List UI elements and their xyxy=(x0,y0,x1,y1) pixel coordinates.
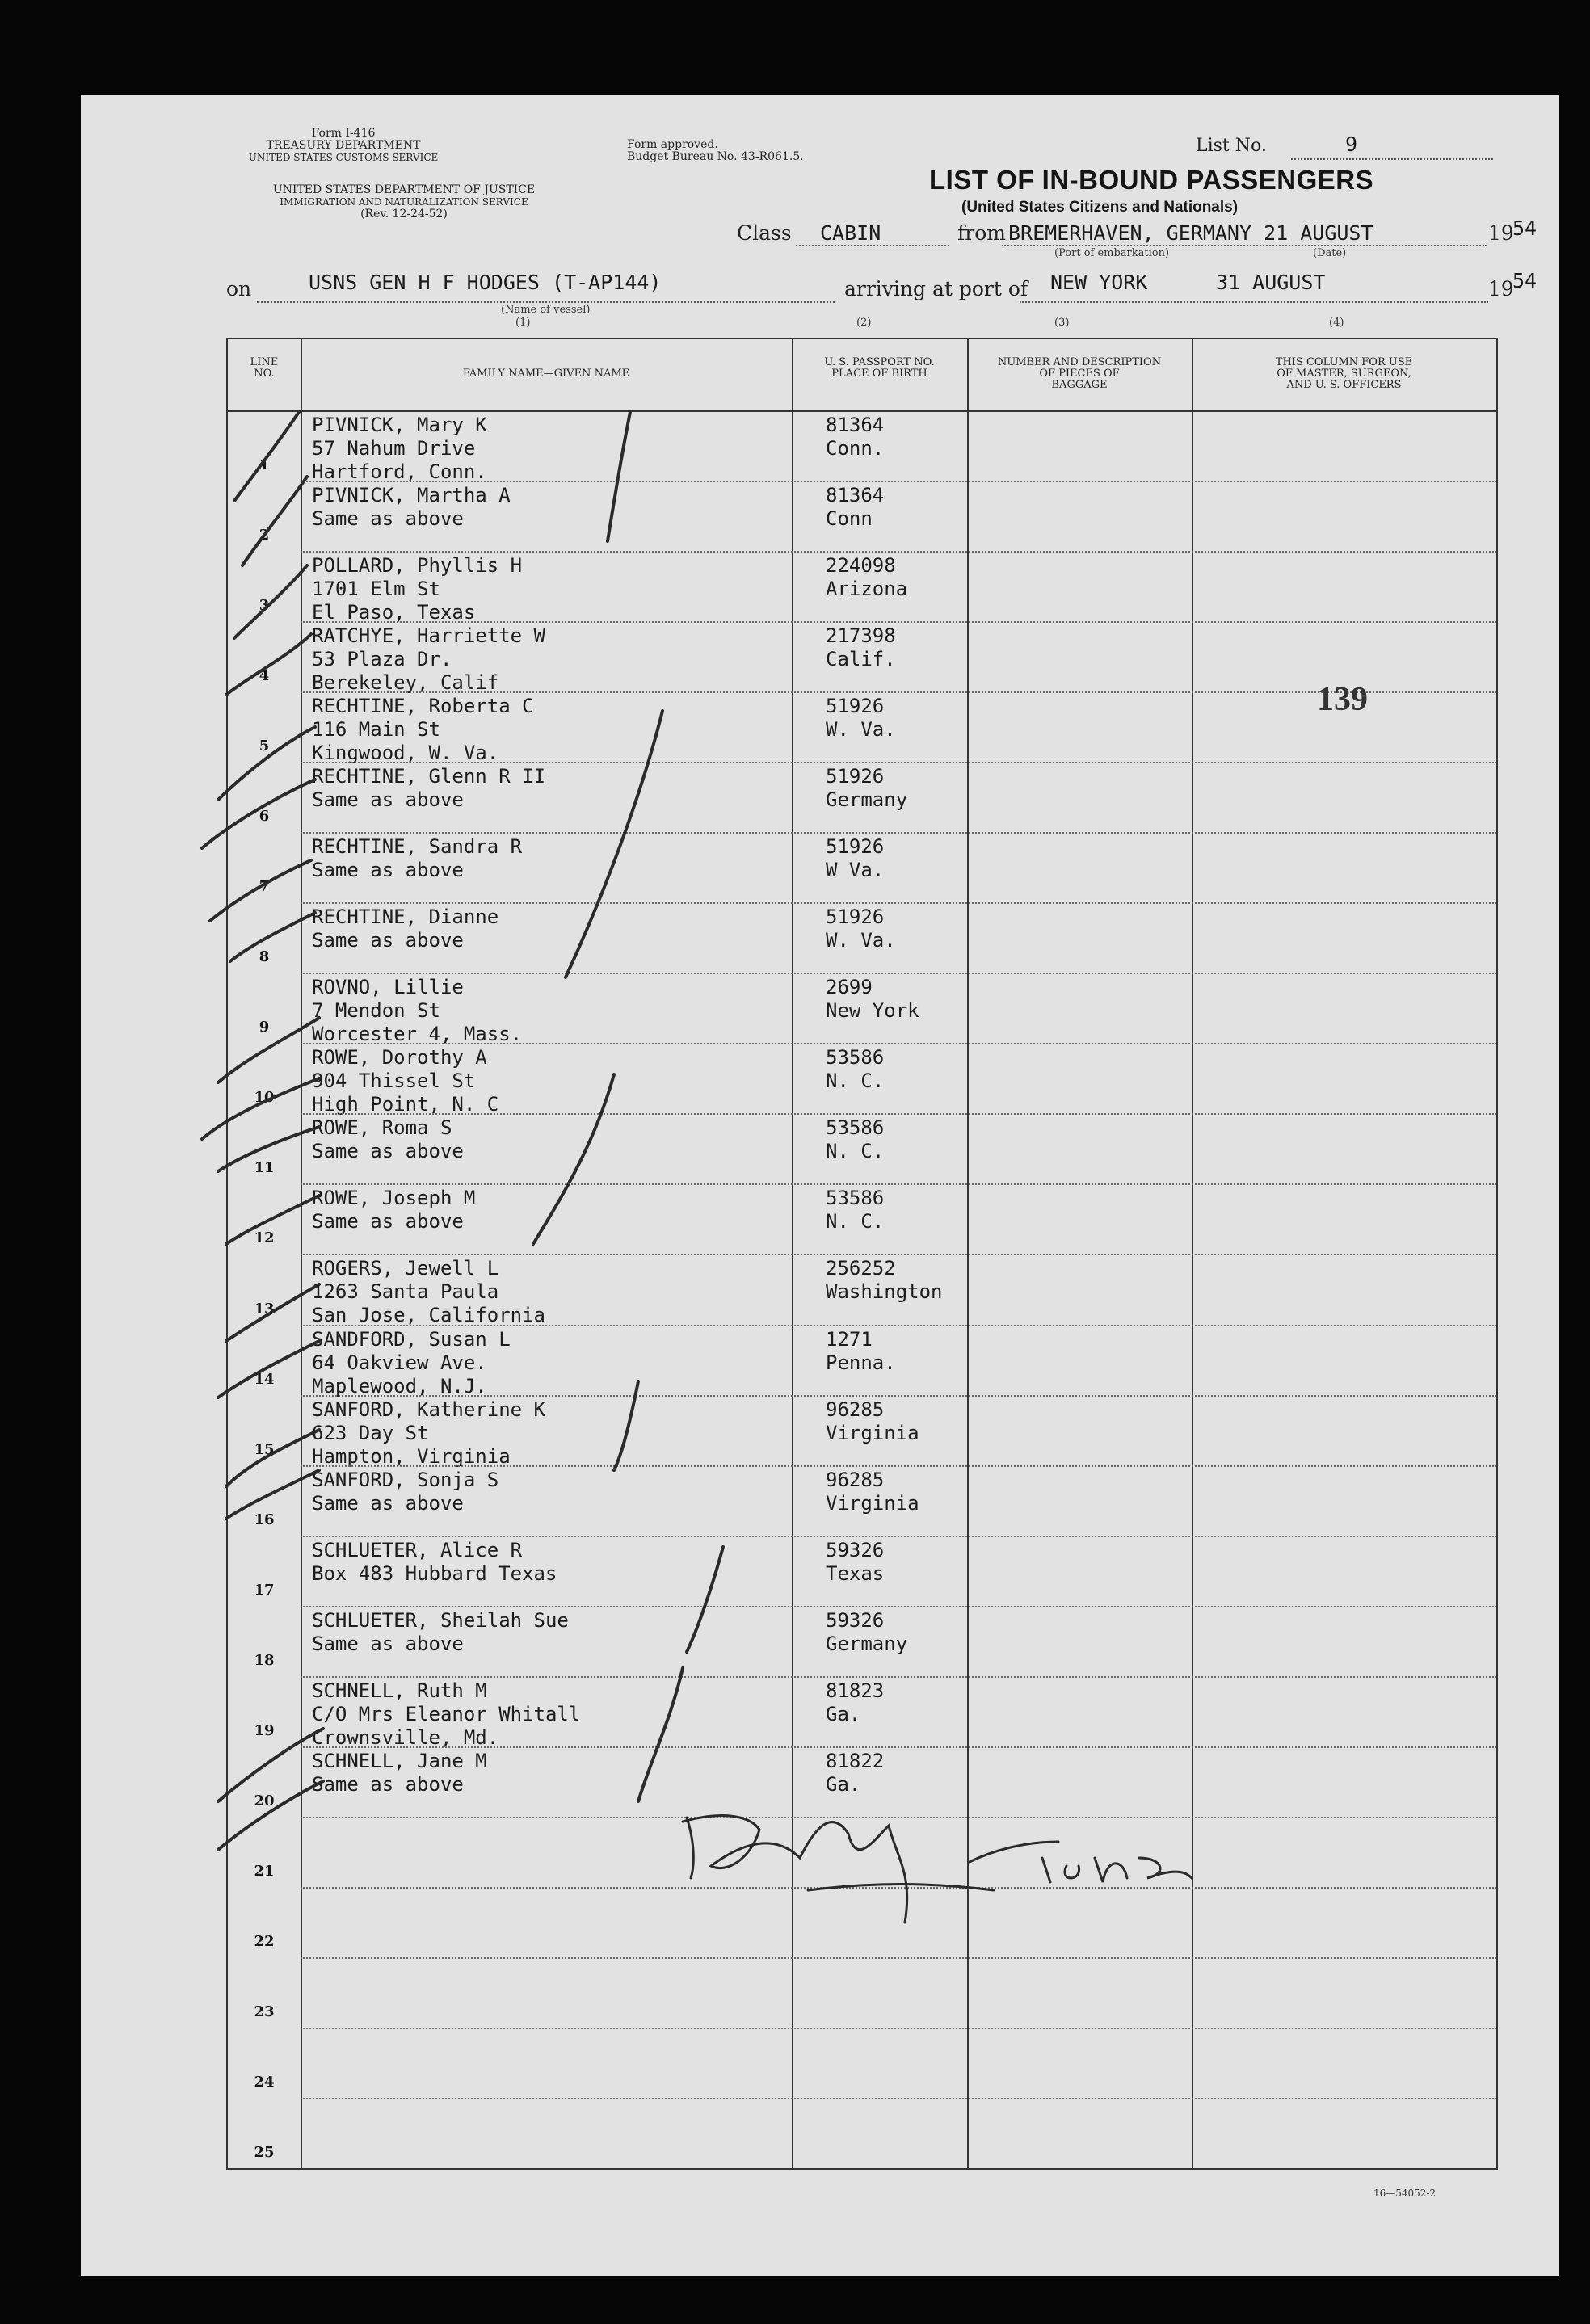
passenger-address: Box 483 Hubbard Texas xyxy=(312,1561,557,1585)
header-name: FAMILY NAME—GIVEN NAME xyxy=(462,368,630,380)
checkmark xyxy=(234,565,307,638)
passenger-address: Hampton, Virginia xyxy=(312,1444,511,1468)
line-number: 2 xyxy=(259,527,270,544)
ins-service: IMMIGRATION AND NATURALIZATION SERVICE xyxy=(280,196,528,208)
from-label: from xyxy=(957,221,1006,245)
arrival-date: 31 AUGUST xyxy=(1216,271,1326,294)
passport-number: 2699 xyxy=(826,976,873,999)
passport-number: 59326 xyxy=(826,1538,885,1561)
line-no-h2: NO. xyxy=(254,368,275,380)
place-of-birth: W. Va. xyxy=(826,929,896,952)
place-of-birth: Texas xyxy=(826,1561,885,1585)
passenger-address: 7 Mendon St xyxy=(312,999,440,1023)
passport-number: 81822 xyxy=(826,1749,885,1772)
passenger-name: POLLARD, Phyllis H xyxy=(312,554,523,578)
place-of-birth: Ga. xyxy=(826,1772,861,1796)
passport-h1: U. S. PASSPORT NO. xyxy=(824,356,935,368)
place-of-birth: W. Va. xyxy=(826,718,896,742)
place-of-birth: N. C. xyxy=(826,1210,885,1233)
footer-code: 16—54052-2 xyxy=(1373,2187,1436,2199)
officers-h1: THIS COLUMN FOR USE xyxy=(1275,356,1413,368)
passenger-address: 53 Plaza Dr. xyxy=(312,648,452,671)
passenger-address: High Point, N. C xyxy=(312,1093,499,1116)
arrival-year: 54 xyxy=(1512,269,1537,292)
line-number: 6 xyxy=(259,808,270,826)
tick-line xyxy=(687,1547,723,1652)
passenger-name: PIVNICK, Martha A xyxy=(312,484,511,507)
baggage-h1: NUMBER AND DESCRIPTION xyxy=(997,356,1162,368)
line-number: 12 xyxy=(254,1229,275,1247)
line-number: 13 xyxy=(254,1300,275,1317)
budget-bureau: Budget Bureau No. 43-R061.5. xyxy=(627,150,804,163)
list-no-label: List No. xyxy=(1196,136,1267,156)
passenger-address: 1263 Santa Paula xyxy=(312,1280,499,1304)
class-label: Class xyxy=(737,221,792,245)
checkmark xyxy=(202,1078,319,1139)
checkmark xyxy=(242,477,307,565)
line-number: 9 xyxy=(259,1019,270,1036)
passenger-name: SANDFORD, Susan L xyxy=(312,1327,511,1351)
passenger-address: Same as above xyxy=(312,507,464,531)
passenger-address: Same as above xyxy=(312,1210,464,1233)
place-of-birth: New York xyxy=(826,999,919,1023)
customs-service: UNITED STATES CUSTOMS SERVICE xyxy=(248,152,439,163)
tick-line xyxy=(638,1668,683,1801)
line-number: 23 xyxy=(254,2003,275,2020)
passport-number: 51926 xyxy=(826,906,885,929)
passport-number: 217398 xyxy=(826,624,896,648)
line-number: 22 xyxy=(254,1932,275,1950)
checkmark xyxy=(234,412,299,501)
place-of-birth: Virginia xyxy=(826,1491,919,1515)
passenger-address: San Jose, California xyxy=(312,1304,545,1327)
page-title: LIST OF IN-BOUND PASSENGERS xyxy=(929,165,1374,195)
tick-line xyxy=(533,1074,614,1244)
passenger-address: 64 Oakview Ave. xyxy=(312,1351,487,1374)
place-of-birth: Conn xyxy=(826,507,873,531)
col-num-1: (1) xyxy=(515,317,531,329)
line-number: 19 xyxy=(254,1721,275,1739)
line-number: 21 xyxy=(254,1862,275,1880)
line-number: 17 xyxy=(254,1581,275,1599)
tick-line xyxy=(566,711,662,977)
passenger-name: ROWE, Dorothy A xyxy=(312,1046,487,1070)
passport-number: 96285 xyxy=(826,1468,885,1491)
signature xyxy=(683,1816,994,1923)
from-year: 54 xyxy=(1512,216,1537,240)
line-number: 3 xyxy=(259,597,270,615)
passenger-address: 57 Nahum Drive xyxy=(312,437,476,460)
line-number: 20 xyxy=(254,1792,275,1809)
passport-number: 1271 xyxy=(826,1327,873,1351)
arriving-label: arriving at port of xyxy=(844,277,1028,300)
col-num-2: (2) xyxy=(856,317,872,329)
passenger-address: 116 Main St xyxy=(312,718,440,742)
line-number: 7 xyxy=(259,878,270,896)
place-of-birth: Washington xyxy=(826,1280,943,1304)
passenger-address: Kingwood, W. Va. xyxy=(312,742,499,765)
tally-number: 139 xyxy=(1317,681,1368,718)
line-no-h1: LINE xyxy=(250,356,279,368)
vessel-name: USNS GEN H F HODGES (T-AP144) xyxy=(309,271,662,294)
place-of-birth: Penna. xyxy=(826,1351,896,1374)
from-value: BREMERHAVEN, GERMANY 21 AUGUST xyxy=(1008,221,1373,245)
officers-h3: AND U. S. OFFICERS xyxy=(1286,379,1402,391)
line-number: 5 xyxy=(259,738,270,755)
place-of-birth: Germany xyxy=(826,1632,908,1655)
place-of-birth: N. C. xyxy=(826,1070,885,1093)
passenger-address: 623 Day St xyxy=(312,1421,429,1444)
arrival-port: NEW YORK xyxy=(1050,271,1148,294)
passenger-address: Same as above xyxy=(312,788,464,812)
justice-dept: UNITED STATES DEPARTMENT OF JUSTICE xyxy=(272,183,536,196)
checkmark xyxy=(226,1470,319,1519)
passenger-address: Same as above xyxy=(312,1491,464,1515)
checkmark xyxy=(226,634,311,695)
page-subtitle: (United States Citizens and Nationals) xyxy=(961,199,1239,216)
passport-number: 81364 xyxy=(826,484,885,507)
baggage-h2: OF PIECES OF xyxy=(1039,368,1120,380)
passenger-address: Same as above xyxy=(312,1140,464,1163)
line-number: 18 xyxy=(254,1651,275,1669)
passenger-name: SANFORD, Katherine K xyxy=(312,1397,545,1421)
passport-number: 51926 xyxy=(826,765,885,788)
passenger-name: RATCHYE, Harriette W xyxy=(312,624,545,648)
baggage-h3: BAGGAGE xyxy=(1051,379,1108,391)
tick-line xyxy=(608,412,630,541)
passenger-name: SCHLUETER, Sheilah Sue xyxy=(312,1608,569,1632)
signature xyxy=(970,1842,1192,1882)
passenger-name: SANFORD, Sonja S xyxy=(312,1468,499,1491)
passenger-name: SCHNELL, Jane M xyxy=(312,1749,487,1772)
passenger-name: ROGERS, Jewell L xyxy=(312,1257,499,1280)
passenger-name: RECHTINE, Roberta C xyxy=(312,695,534,718)
passenger-address: El Paso, Texas xyxy=(312,601,476,624)
place-of-birth: Virginia xyxy=(826,1421,919,1444)
line-number: 10 xyxy=(254,1089,275,1107)
line-number: 4 xyxy=(259,667,270,685)
line-number: 1 xyxy=(259,456,270,474)
passenger-address: Same as above xyxy=(312,929,464,952)
class-value: CABIN xyxy=(820,221,881,245)
place-of-birth: Ga. xyxy=(826,1702,861,1725)
passenger-name: RECHTINE, Sandra R xyxy=(312,835,523,859)
checkmark xyxy=(218,1341,319,1397)
checkmark xyxy=(230,913,315,961)
checkmark xyxy=(218,1018,319,1082)
checkmark xyxy=(218,727,315,800)
from-year-prefix: 19 xyxy=(1488,221,1514,245)
passport-number: 81364 xyxy=(826,414,885,436)
col-num-4: (4) xyxy=(1329,317,1344,329)
line-number: 15 xyxy=(254,1440,275,1458)
passport-number: 96285 xyxy=(826,1397,885,1421)
form-approved: Form approved. xyxy=(627,138,718,151)
passport-number: 53586 xyxy=(826,1046,885,1070)
passenger-name: RECHTINE, Dianne xyxy=(312,906,499,929)
place-of-birth: Calif. xyxy=(826,648,896,671)
form-number: Form I-416 xyxy=(311,127,376,140)
passport-number: 59326 xyxy=(826,1608,885,1632)
arrival-year-prefix: 19 xyxy=(1488,277,1514,300)
officers-h2: OF MASTER, SURGEON, xyxy=(1277,368,1411,380)
passport-h2: PLACE OF BIRTH xyxy=(831,368,928,380)
passport-number: 53586 xyxy=(826,1187,885,1210)
on-label: on xyxy=(226,277,252,300)
passport-number: 224098 xyxy=(826,554,896,578)
passenger-address: Maplewood, N.J. xyxy=(312,1374,487,1397)
port-caption: (Port of embarkation) xyxy=(1054,247,1170,259)
passenger-address: 1701 Elm St xyxy=(312,578,440,601)
line-number: 16 xyxy=(254,1511,275,1528)
passenger-address: Hartford, Conn. xyxy=(312,460,487,483)
signature-note xyxy=(1042,1850,1043,1851)
vessel-caption: (Name of vessel) xyxy=(501,304,591,316)
passenger-name: ROVNO, Lillie xyxy=(312,976,464,999)
passenger-name: ROWE, Roma S xyxy=(312,1116,452,1140)
passenger-name: SCHNELL, Ruth M xyxy=(312,1679,487,1702)
passenger-address: C/O Mrs Eleanor Whitall xyxy=(312,1702,581,1725)
passenger-address: Crownsville, Md. xyxy=(312,1725,499,1749)
line-number: 8 xyxy=(259,948,270,966)
passport-number: 53586 xyxy=(826,1116,885,1140)
tick-line xyxy=(614,1381,638,1470)
passport-number: 51926 xyxy=(826,835,885,859)
passenger-name: SCHLUETER, Alice R xyxy=(312,1538,523,1561)
place-of-birth: W Va. xyxy=(826,859,885,882)
passport-number: 81823 xyxy=(826,1679,885,1702)
line-number: 25 xyxy=(254,2144,275,2161)
passenger-address: Same as above xyxy=(312,1632,464,1655)
passport-number: 256252 xyxy=(826,1257,896,1280)
place-of-birth: Conn. xyxy=(826,437,885,460)
checkmark xyxy=(226,1284,319,1341)
checkmark xyxy=(226,1196,319,1247)
checkmark xyxy=(218,1127,319,1171)
line-number: 11 xyxy=(254,1159,275,1177)
passenger-name: ROWE, Joseph M xyxy=(312,1187,476,1210)
passport-number: 51926 xyxy=(826,695,885,718)
passenger-address: Worcester 4, Mass. xyxy=(312,1023,523,1046)
line-number: 24 xyxy=(254,2073,275,2091)
treasury-dept: TREASURY DEPARTMENT xyxy=(266,139,421,152)
place-of-birth: Germany xyxy=(826,788,908,812)
passenger-name: PIVNICK, Mary K xyxy=(312,414,487,436)
list-no: 9 xyxy=(1345,132,1358,156)
revision: (Rev. 12-24-52) xyxy=(360,208,448,221)
passenger-address: Same as above xyxy=(312,859,464,882)
passenger-name: RECHTINE, Glenn R II xyxy=(312,765,545,788)
col-num-3: (3) xyxy=(1054,317,1070,329)
line-number: 14 xyxy=(254,1370,275,1388)
place-of-birth: Arizona xyxy=(826,578,908,601)
passenger-address: 904 Thissel St xyxy=(312,1070,476,1093)
passenger-address: Berekeley, Calif xyxy=(312,671,499,695)
place-of-birth: N. C. xyxy=(826,1140,885,1163)
checkmark xyxy=(218,1781,323,1850)
passenger-address: Same as above xyxy=(312,1772,464,1796)
date-caption: (Date) xyxy=(1313,247,1347,259)
checkmark xyxy=(202,780,315,848)
checkmark xyxy=(210,860,311,921)
